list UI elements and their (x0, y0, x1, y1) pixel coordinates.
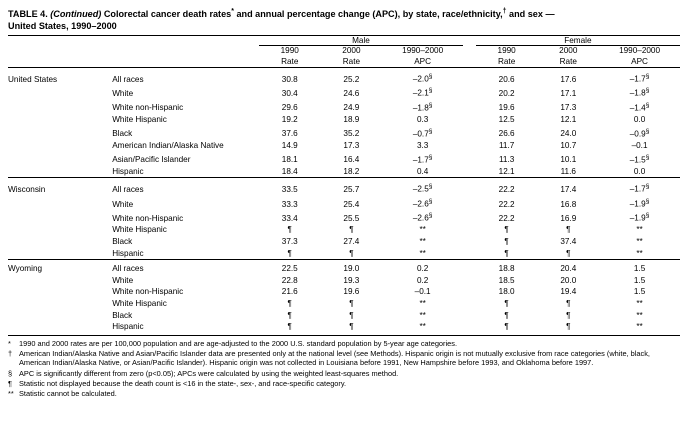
value-cell-mapc: –0.1 (414, 287, 431, 297)
title-text2: and annual percentage change (APC), by state, race/ethnicity, (233, 9, 503, 20)
table-row (8, 310, 680, 322)
table-body (8, 68, 680, 333)
title-star-1: * (231, 8, 234, 15)
value-cell-fapc: 1.5 (633, 275, 646, 285)
value-cell-f1990: 26.6 (498, 129, 515, 139)
value-cell-f2000: ¶ (566, 322, 571, 332)
value-cell-m1990: 33.3 (281, 199, 298, 209)
state-name-cell (8, 140, 112, 152)
value-cell-fapc: ** (636, 299, 643, 308)
value-cell-m2000: 25.7 (343, 185, 360, 195)
value-cell-f2000: ¶ (566, 299, 571, 308)
table-row (8, 100, 680, 114)
value-cell-mapc: 3.3 (416, 140, 429, 150)
table-row (8, 71, 680, 85)
value-cell-f1990: ¶ (504, 322, 509, 332)
state-name-cell: Wisconsin (8, 185, 46, 195)
value-cell-f2000: ¶ (566, 225, 571, 235)
column-gap (463, 196, 476, 210)
footnote-mark: § (645, 153, 650, 161)
value-cell-f1990: 18.8 (498, 264, 515, 274)
value-cell-m1990: 22.5 (281, 264, 298, 274)
value-cell-f1990: ¶ (504, 248, 509, 258)
footnote-mark: § (645, 183, 650, 191)
column-gap (463, 275, 476, 287)
title-text1: Colorectal cancer death rates (101, 9, 232, 20)
footnote-mark: § (428, 101, 433, 109)
race-group-cell: White (112, 275, 134, 285)
state-name-cell (8, 152, 112, 166)
footnote-mark: § (645, 212, 650, 220)
state-name-cell (8, 114, 112, 126)
title-dagger-1: † (502, 8, 507, 15)
value-cell-mapc: –2.6§ (412, 212, 433, 223)
value-cell-mapc: ** (419, 322, 426, 332)
footnote-mark: § (645, 197, 650, 205)
value-cell-m1990: ¶ (287, 248, 292, 258)
value-cell-m1990: 30.4 (281, 89, 298, 99)
value-cell-f1990: ¶ (504, 237, 509, 247)
footnote-text: American Indian/Alaska Native and Asian/Pacific Islander data are presented only at the national level (see Methods). Hispanic origin is not mutually exclusive from race categories (white, black, American Indian/Alaska Native, or Asian/Pacific Islander). Hispanic origin was not collected in Louisiana before 1991, New Hampshire before 1993, and Oklahoma before 1997. (19, 348, 650, 368)
footnote-marker: ** (8, 388, 14, 398)
value-cell-m2000: 17.3 (343, 140, 360, 150)
value-cell-m2000: 18.2 (343, 166, 360, 176)
footnote-2 (8, 349, 680, 368)
value-cell-mapc: ** (419, 237, 426, 247)
footnote-4 (8, 379, 680, 389)
table-row (8, 210, 680, 224)
race-group-cell: American Indian/Alaska Native (112, 140, 224, 150)
race-group-cell: White non-Hispanic (112, 213, 184, 223)
value-cell-fapc: –1.4§ (629, 101, 650, 113)
header-male-2000: 2000 Rate (342, 46, 361, 66)
race-group-cell: All races (112, 185, 144, 195)
header-group-row (8, 36, 680, 46)
race-group-cell: Asian/Pacific Islander (112, 155, 191, 165)
value-cell-f2000: 17.4 (560, 185, 577, 195)
value-cell-m2000: 19.0 (343, 264, 360, 274)
header-female-apc: 1990–2000 APC (619, 46, 661, 66)
state-name-cell: Wyoming (8, 264, 43, 274)
value-cell-m1990: 18.4 (281, 166, 298, 176)
footnote-marker: § (8, 368, 13, 378)
race-group-cell: All races (112, 264, 144, 274)
table-row (8, 114, 680, 126)
value-cell-f1990: ¶ (504, 225, 509, 235)
value-cell-f2000: 19.4 (560, 287, 577, 297)
value-cell-mapc: 0.2 (416, 264, 429, 274)
state-name-cell (8, 196, 112, 210)
table-row (8, 140, 680, 152)
footnotes (8, 335, 680, 399)
value-cell-fapc: ** (636, 237, 643, 247)
value-cell-m1990: 29.6 (281, 103, 298, 113)
value-cell-m2000: 19.6 (343, 287, 360, 297)
value-cell-f2000: 16.8 (560, 199, 577, 209)
value-cell-fapc: –1.7§ (629, 183, 650, 195)
value-cell-f2000: 17.3 (560, 103, 577, 113)
race-group-cell: Hispanic (112, 166, 144, 176)
column-gap (463, 181, 476, 195)
column-gap (463, 126, 476, 140)
value-cell-m1990: ¶ (287, 310, 292, 320)
value-cell-f1990: ¶ (504, 299, 509, 308)
footnote-mark: § (428, 153, 433, 161)
table-row (8, 248, 680, 260)
value-cell-m1990: 37.3 (281, 237, 298, 247)
value-cell-m2000: 24.9 (343, 103, 360, 113)
value-cell-m2000: 25.4 (343, 199, 360, 209)
value-cell-f2000: 17.1 (560, 89, 577, 99)
column-gap (463, 100, 476, 114)
value-cell-m1990: ¶ (287, 225, 292, 235)
value-cell-f2000: 11.6 (560, 166, 576, 176)
column-gap (463, 166, 476, 178)
value-cell-mapc: 0.3 (416, 115, 429, 125)
table-row (8, 275, 680, 287)
value-cell-fapc: 0.0 (633, 166, 646, 176)
footnote-mark: § (428, 197, 433, 205)
value-cell-mapc: –0.7§ (412, 127, 433, 139)
column-gap (463, 210, 476, 224)
value-cell-m2000: ¶ (349, 299, 354, 308)
value-cell-fapc: –1.5§ (629, 153, 650, 165)
value-cell-f1990: 11.7 (498, 140, 515, 150)
value-cell-mapc: 0.2 (416, 275, 429, 285)
header-female: Female (476, 36, 680, 46)
value-cell-m1990: 22.8 (281, 275, 298, 285)
footnote-mark: § (428, 127, 433, 135)
value-cell-f2000: 12.1 (560, 115, 577, 125)
header-female-1990: 1990 Rate (497, 46, 516, 66)
value-cell-f2000: 24.0 (560, 129, 577, 139)
value-cell-m2000: 27.4 (343, 237, 360, 247)
value-cell-mapc: –2.6§ (412, 197, 433, 209)
value-cell-m1990: 33.5 (281, 185, 298, 195)
footnote-marker: † (8, 348, 13, 358)
footnote-mark: § (428, 87, 433, 95)
value-cell-fapc: –1.9§ (629, 212, 650, 223)
footnote-text: 1990 and 2000 rates are per 100,000 population and are age-adjusted to the 2000 U.S. standard population by 5-year age categories. (19, 338, 458, 348)
value-cell-m1990: 30.8 (281, 74, 298, 84)
value-cell-f1990: 12.1 (498, 166, 515, 176)
header-sub-row (8, 46, 680, 68)
value-cell-mapc: –2.5§ (412, 183, 433, 195)
state-name-cell (8, 248, 112, 260)
column-gap (463, 236, 476, 248)
race-group-cell: Hispanic (112, 322, 144, 332)
value-cell-m1990: 19.2 (281, 115, 298, 125)
state-name-cell: United States (8, 74, 58, 84)
state-name-cell (8, 85, 112, 99)
column-gap (463, 263, 476, 275)
footnote-marker: * (8, 338, 11, 348)
value-cell-fapc: –0.1 (631, 140, 648, 150)
value-cell-f1990: 11.3 (498, 155, 515, 165)
value-cell-mapc: ** (419, 248, 426, 258)
state-name-cell (8, 286, 112, 298)
column-gap (463, 152, 476, 166)
value-cell-m2000: 19.3 (343, 275, 360, 285)
value-cell-mapc: ** (419, 310, 426, 320)
value-cell-m2000: 16.4 (343, 155, 360, 165)
table-row (8, 181, 680, 195)
value-cell-fapc: ** (636, 248, 643, 258)
state-name-cell (8, 310, 112, 322)
column-gap (463, 321, 476, 333)
value-cell-m2000: ¶ (349, 225, 354, 235)
column-gap (463, 224, 476, 236)
value-cell-fapc: ** (636, 225, 643, 235)
value-cell-f2000: 37.4 (560, 237, 577, 247)
value-cell-f2000: 10.1 (560, 155, 577, 165)
table-row (8, 321, 680, 333)
value-cell-mapc: –2.0§ (412, 73, 433, 84)
title-label: TABLE 4. (8, 9, 48, 20)
footnote-mark: § (428, 183, 433, 191)
value-cell-f2000: ¶ (566, 248, 571, 258)
race-group-cell: White Hispanic (112, 299, 167, 308)
race-group-cell: Hispanic (112, 248, 144, 258)
race-group-cell: White Hispanic (112, 115, 167, 125)
state-name-cell (8, 224, 112, 236)
value-cell-m2000: ¶ (349, 248, 354, 258)
footnote-mark: § (645, 73, 650, 81)
value-cell-f1990: 18.0 (498, 287, 515, 297)
value-cell-fapc: –1.9§ (629, 197, 650, 209)
race-group-cell: Black (112, 310, 133, 320)
value-cell-f1990: 22.2 (498, 185, 515, 195)
race-group-cell: All races (112, 74, 144, 84)
value-cell-f1990: 18.5 (498, 275, 515, 285)
value-cell-m2000: 35.2 (343, 129, 360, 139)
value-cell-f1990: 12.5 (498, 115, 515, 125)
value-cell-fapc: –1.7§ (629, 73, 650, 84)
state-name-cell (8, 100, 112, 114)
footnote-mark: § (645, 127, 650, 135)
column-gap (463, 71, 476, 85)
value-cell-fapc: –1.8§ (629, 87, 650, 99)
value-cell-f2000: 10.7 (560, 140, 577, 150)
state-name-cell (8, 321, 112, 333)
value-cell-m2000: ¶ (349, 310, 354, 320)
table-row (8, 286, 680, 298)
header-female-2000: 2000 Rate (559, 46, 578, 66)
footnote-mark: § (428, 212, 433, 220)
state-name-cell (8, 210, 112, 224)
table-row (8, 263, 680, 275)
value-cell-f1990: 19.6 (498, 103, 515, 113)
race-group-cell: White non-Hispanic (112, 287, 184, 297)
value-cell-m1990: 18.1 (281, 155, 298, 165)
value-cell-mapc: –1.8§ (412, 101, 433, 113)
column-gap (463, 140, 476, 152)
title-continued: (Continued) (50, 9, 102, 20)
value-cell-m1990: 21.6 (281, 287, 298, 297)
value-cell-m1990: ¶ (287, 322, 292, 332)
header-male: Male (259, 36, 463, 46)
value-cell-m2000: 25.5 (343, 213, 360, 223)
race-group-cell: Black (112, 129, 133, 139)
footnote-mark: § (645, 87, 650, 95)
value-cell-f2000: ¶ (566, 310, 571, 320)
table-row (8, 152, 680, 166)
footnote-text: Statistic cannot be calculated. (19, 388, 117, 398)
title-line2: United States, 1990–2000 (8, 21, 117, 32)
race-group-cell: White Hispanic (112, 225, 167, 235)
value-cell-mapc: –1.7§ (412, 153, 433, 165)
value-cell-m2000: 24.6 (343, 89, 360, 99)
column-gap (463, 298, 476, 310)
value-cell-mapc: 0.4 (416, 166, 429, 176)
footnote-mark: § (428, 73, 433, 81)
value-cell-m1990: ¶ (287, 299, 292, 308)
value-cell-f1990: 22.2 (498, 199, 515, 209)
header-male-1990: 1990 Rate (280, 46, 299, 66)
table-row (8, 236, 680, 248)
table-row (8, 224, 680, 236)
state-name-cell (8, 166, 112, 178)
race-group-cell: White non-Hispanic (112, 103, 184, 113)
value-cell-fapc: 1.5 (633, 264, 646, 274)
value-cell-m2000: 25.2 (343, 74, 360, 84)
state-name-cell (8, 298, 112, 310)
value-cell-m1990: 33.4 (281, 213, 298, 223)
race-group-cell: Black (112, 237, 133, 247)
title-text3: and sex — (506, 9, 555, 20)
table-header (8, 36, 680, 68)
value-cell-f1990: ¶ (504, 310, 509, 320)
column-gap (463, 85, 476, 99)
footnote-5 (8, 389, 680, 399)
value-cell-mapc: ** (419, 225, 426, 235)
column-gap (463, 248, 476, 260)
column-gap (463, 310, 476, 322)
value-cell-f1990: 22.2 (498, 213, 515, 223)
state-name-cell (8, 236, 112, 248)
footnote-mark: § (645, 101, 650, 109)
column-gap (463, 114, 476, 126)
state-name-cell (8, 126, 112, 140)
header-male-apc: 1990–2000 APC (402, 46, 444, 66)
value-cell-fapc: ** (636, 310, 643, 320)
value-cell-f2000: 20.4 (560, 264, 577, 274)
column-gap (463, 286, 476, 298)
value-cell-mapc: ** (419, 299, 426, 308)
footnote-3 (8, 369, 680, 379)
footnote-text: Statistic not displayed because the death count is <16 in the state-, sex-, and race-specific category. (19, 378, 347, 388)
table-row (8, 298, 680, 310)
page-title (8, 6, 680, 32)
value-cell-fapc: ** (636, 322, 643, 332)
table-row (8, 196, 680, 210)
footnote-marker: ¶ (8, 378, 12, 388)
value-cell-m1990: 37.6 (281, 129, 298, 139)
value-cell-f2000: 20.0 (560, 275, 577, 285)
footnote-text: APC is significantly different from zero (p<0.05); APCs were calculated by using the weighted least-squares method. (19, 368, 399, 378)
value-cell-f2000: 17.6 (560, 74, 577, 84)
state-name-cell (8, 275, 112, 287)
table-row (8, 85, 680, 99)
data-table (8, 36, 680, 333)
race-group-cell: White (112, 89, 134, 99)
table-row (8, 126, 680, 140)
value-cell-m2000: 18.9 (343, 115, 360, 125)
value-cell-f2000: 16.9 (560, 213, 577, 223)
value-cell-fapc: –0.9§ (629, 127, 650, 139)
table-row (8, 166, 680, 178)
value-cell-f1990: 20.6 (498, 74, 515, 84)
value-cell-mapc: –2.1§ (412, 87, 433, 99)
footnote-1 (8, 339, 680, 349)
value-cell-fapc: 0.0 (633, 115, 646, 125)
value-cell-m1990: 14.9 (281, 140, 298, 150)
value-cell-fapc: 1.5 (633, 287, 646, 297)
value-cell-m2000: ¶ (349, 322, 354, 332)
race-group-cell: White (112, 199, 134, 209)
value-cell-f1990: 20.2 (498, 89, 515, 99)
